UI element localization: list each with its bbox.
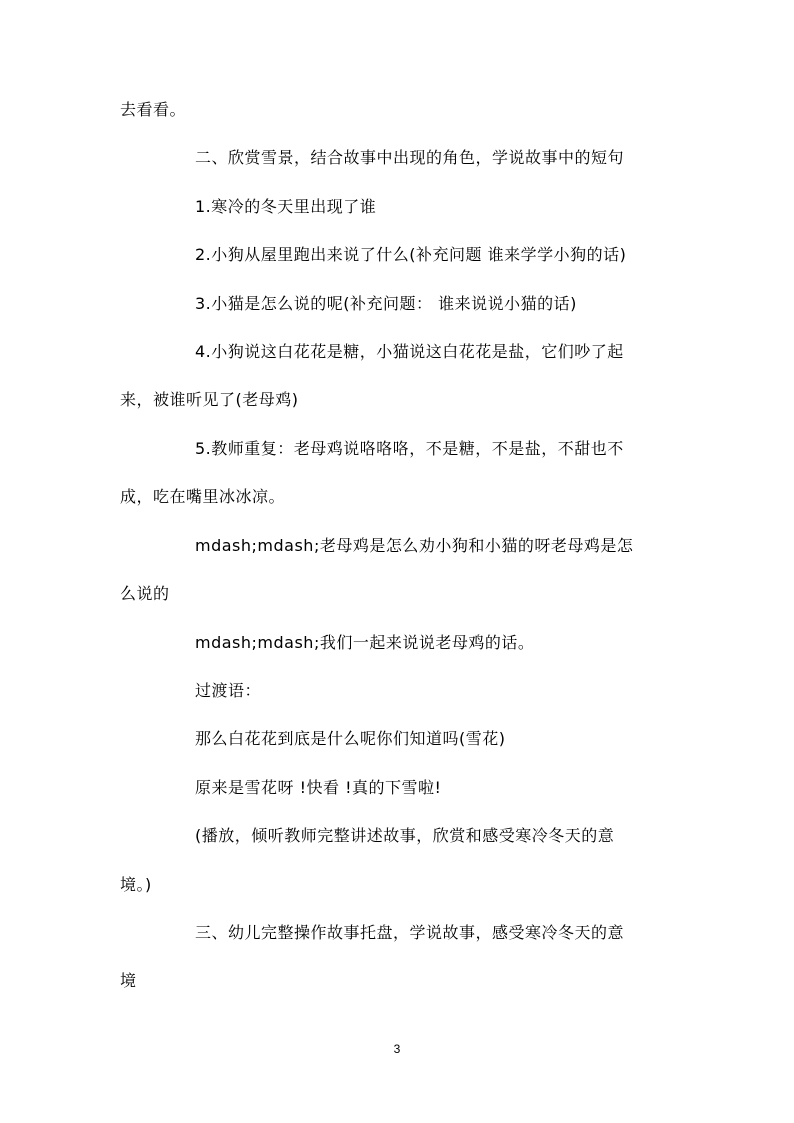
text-line: 成，吃在嘴里冰冰凉。 [120,487,286,506]
text-line: 2.小狗从屋里跑出来说了什么(补充问题 谁来学学小狗的话) [195,245,627,264]
text-line: mdash;mdash;老母鸡是怎么劝小狗和小猫的呀老母鸡是怎 [195,536,634,555]
text-line: 境。) [120,875,152,894]
text-line: 1.寒冷的冬天里出现了谁 [195,197,377,216]
text-line: 5.教师重复：老母鸡说咯咯咯，不是糖，不是盐，不甜也不 [195,439,624,458]
text-line: 原来是雪花呀 !快看 !真的下雪啦! [195,778,442,797]
text-line: mdash;mdash;我们一起来说说老母鸡的话。 [195,633,535,652]
text-line: 去看看。 [120,100,187,119]
section-heading: 二、欣赏雪景，结合故事中出现的角色，学说故事中的短句 [195,148,625,167]
text-line: 过渡语： [195,681,262,700]
text-line: (播放，倾听教师完整讲述故事，欣赏和感受寒冷冬天的意 [195,826,615,845]
text-line: 4.小狗说这白花花是糖，小猫说这白花花是盐，它们吵了起 [195,342,624,361]
text-line: 么说的 [120,584,170,603]
text-line: 那么白花花到底是什么呢你们知道吗(雪花) [195,729,506,748]
page-number: 3 [393,1042,401,1056]
text-line: 境 [120,971,137,990]
text-line: 来，被谁听见了(老母鸡) [120,390,299,409]
text-line: 3.小猫是怎么说的呢(补充问题： 谁来说说小猫的话) [195,294,577,313]
section-heading: 三、幼儿完整操作故事托盘，学说故事，感受寒冷冬天的意 [195,923,625,942]
